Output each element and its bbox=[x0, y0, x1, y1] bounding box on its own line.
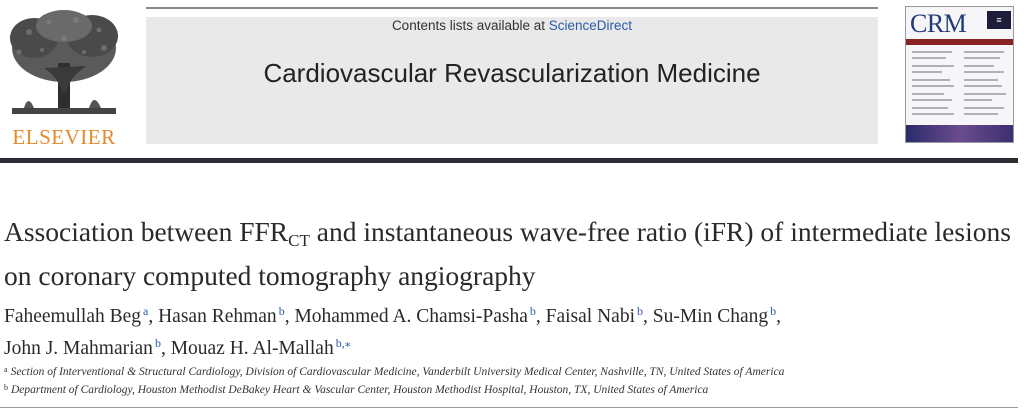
cover-band bbox=[906, 39, 1014, 45]
author-affiliation-link[interactable]: b bbox=[529, 304, 536, 318]
author-name[interactable]: John J. Mahmarian bbox=[4, 338, 153, 359]
author-name[interactable]: Su-Min Chang bbox=[652, 306, 769, 327]
author-list bbox=[4, 298, 1014, 362]
author-separator: , bbox=[776, 306, 782, 327]
cover-badge: ≡ bbox=[987, 11, 1011, 29]
author-separator: , bbox=[148, 306, 159, 327]
publisher-name: ELSEVIER bbox=[12, 125, 116, 149]
author-name[interactable]: Faisal Nabi bbox=[545, 306, 635, 327]
author-separator: , bbox=[160, 338, 171, 359]
affiliation-text: Department of Cardiology, Houston Methodist DeBakey Heart & Vascular Center, Houston Methodist Hospital, Houston, TX, United States of America bbox=[11, 384, 709, 396]
journal-title[interactable]: Cardiovascular Revascularization Medicine bbox=[263, 58, 761, 88]
contents-line bbox=[146, 18, 878, 33]
article-title-part1: Association between FFR bbox=[4, 216, 289, 247]
affiliation-marker: a bbox=[4, 365, 8, 374]
author-affiliation-link[interactable]: b bbox=[278, 304, 285, 318]
bottom-divider bbox=[0, 407, 1018, 408]
author-name[interactable]: Mohammed A. Chamsi-Pasha bbox=[294, 306, 528, 327]
elsevier-logo[interactable] bbox=[4, 8, 124, 148]
sciencedirect-link[interactable]: ScienceDirect bbox=[548, 18, 633, 33]
author-affiliation-link[interactable]: b,⁎ bbox=[335, 336, 351, 350]
author-affiliation-link[interactable]: a bbox=[143, 304, 149, 318]
cover-bottom-band bbox=[906, 125, 1014, 142]
header-divider bbox=[0, 158, 1018, 163]
author-separator: , bbox=[535, 306, 546, 327]
article-title-part2: and instantaneous wave-free ratio (iFR) of intermediate lesions on coronary computed tomography angiography bbox=[4, 216, 1011, 291]
author-affiliation-link[interactable]: b bbox=[154, 336, 161, 350]
author-name[interactable]: Faheemullah Beg bbox=[4, 306, 142, 327]
author-separator: , bbox=[284, 306, 295, 327]
cover-title: CRM bbox=[910, 9, 967, 38]
affiliation-item bbox=[4, 362, 1014, 380]
contents-prefix: Contents lists available at bbox=[391, 18, 549, 33]
journal-cover[interactable] bbox=[905, 6, 1014, 143]
author-name[interactable]: Hasan Rehman bbox=[158, 306, 277, 327]
author-name[interactable]: Mouaz H. Al-Mallah bbox=[170, 338, 334, 359]
cover-contents-graphic bbox=[906, 47, 1014, 127]
article-title-subscript: CT bbox=[288, 231, 310, 250]
affiliation-list bbox=[4, 362, 1014, 398]
author-affiliation-link[interactable]: b bbox=[770, 304, 777, 318]
tree-icon bbox=[4, 8, 124, 123]
affiliation-text: Section of Interventional & Structural Cardiology, Division of Cardiovascular Medicine, Vanderbilt University Medical Center, Nashville, TN, United States of America bbox=[10, 366, 785, 378]
header-top-rule bbox=[146, 7, 878, 9]
affiliation-marker: b bbox=[4, 383, 8, 392]
author-affiliation-link[interactable]: b bbox=[637, 304, 643, 318]
article-title bbox=[4, 214, 1014, 293]
author-separator: , bbox=[643, 306, 653, 327]
affiliation-item bbox=[4, 380, 1014, 398]
